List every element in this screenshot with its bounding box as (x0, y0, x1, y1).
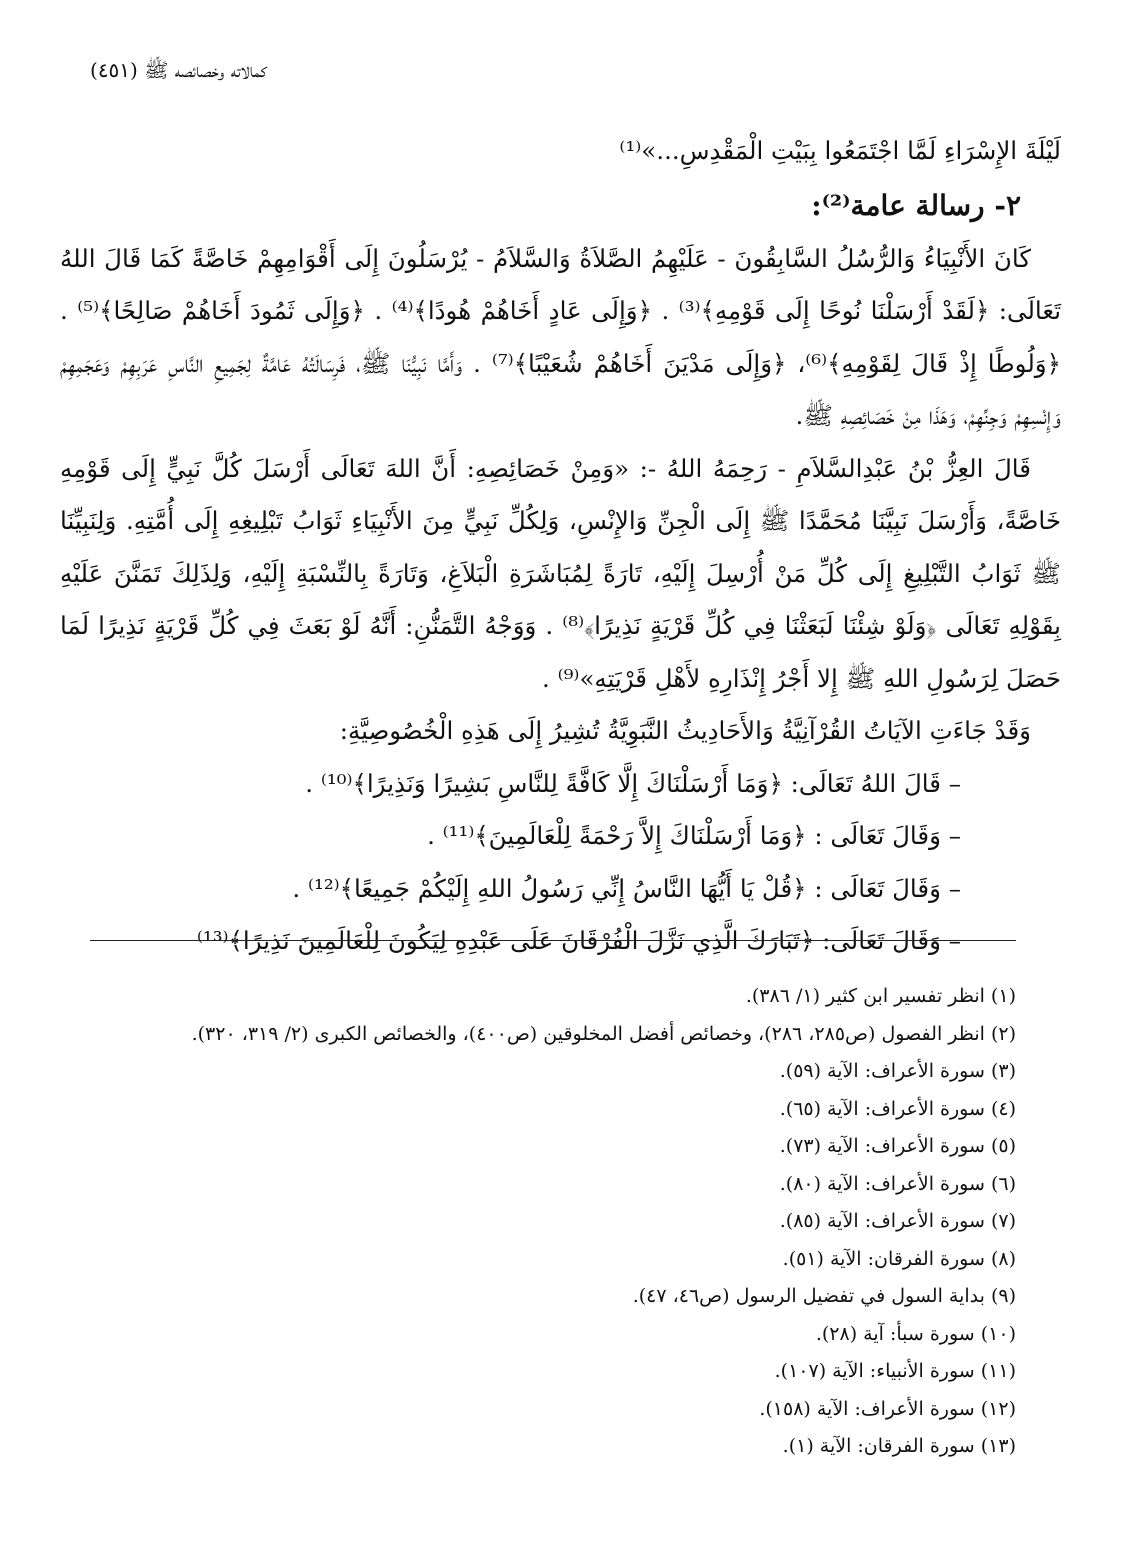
footnote-item: (١٢) سورة الأعراف: الآية (١٥٨). (759, 1397, 1016, 1420)
verse-list (60, 758, 1061, 968)
footnote-divider (90, 940, 1016, 941)
paragraph-3: وَقَدْ جَاءَتِ الآيَاتُ القُرْآنِيَّةُ وَالأَحَادِيثُ النَّبَوِيَّةُ تُشِيرُ إِلَى هَذِهِ الْخُصُوصِيَّةِ: (339, 716, 1031, 745)
main-text (60, 125, 1061, 968)
verse-item: – وَقَالَ تَعَالَى : ﴿قُلْ يَا أَيُّهَا النَّاسُ إِنِّي رَسُولُ اللهِ إِلَيْكُمْ جَمِيعًا﴾⁽¹²⁾ . (60, 863, 961, 916)
running-header: كمالاته وخصائصه ﷺ (٤٥١) (90, 58, 267, 82)
paragraph-2: قَالَ العِزُّ بْنُ عَبْدِالسَّلاَمِ - رَحِمَهُ اللهُ -: «وَمِنْ خَصَائِصِهِ: أَنَّ اللهَ تَعَالَى أَرْسَلَ كُلَّ نَبِيٍّ إِلَى قَوْمِهِ خَاصَّةً، وَأَرْسَلَ نَبِيَّنَا مُحَمَّدًا ﷺ إِلَى الْجِنِّ وَالإِنْسِ، وَلِكُلِّ نَبِيٍّ مِنَ الأَنْبِيَاءِ ثَوَابُ تَبْلِيغِهِ إِلَى أُمَّتِهِ. وَلِنَبِيِّنَا ﷺ ثَوَابُ التَّبْلِيغِ إِلَى كُلِّ مَنْ أُرْسِلَ إِلَيْهِ، تَارَةً لِمُبَاشَرَةِ الْبَلاَغِ، وَتَارَةً بِالنِّسْبَةِ إِلَيْهِ، وَلِذَلِكَ تَمَنَّنَ عَلَيْهِ بِقَوْلِهِ تَعَالَى ﴿وَلَوْ شِئْنَا لَبَعَثْنَا فِي كُلِّ قَرْيَةٍ نَذِيرًا﴾⁽⁸⁾ . وَوَجْهُ التَّمَنُّنِ: أَنَّهُ لَوْ بَعَثَ فِي كُلِّ قَرْيَةٍ نَذِيرًا لَمَا حَصَلَ لِرَسُولِ اللهِ ﷺ إِلا أَجْرُ إِنْذَارِهِ لأَهْلِ قَرْيَتِهِ»⁽⁹⁾ . (60, 453, 1061, 693)
verse-item: – وَقَالَ تَعَالَى : ﴿وَمَا أَرْسَلْنَاكَ إِلاَّ رَحْمَةً لِلْعَالَمِينَ﴾⁽¹¹⁾ . (60, 810, 961, 863)
footnotes (90, 978, 1016, 1466)
footnote-item: (١١) سورة الأنبياء: الآية (١٠٧). (774, 1360, 1016, 1382)
verse-item: – وَقَالَ تَعَالَى: ﴿تَبَارَكَ الَّذِي نَزَّلَ الْفُرْقَانَ عَلَى عَبْدِهِ لِيَكُونَ لِلْعَالَمِينَ نَذِيرًا﴾⁽¹³⁾ (60, 915, 961, 968)
opening-line: لَيْلَةَ الإِسْرَاءِ لَمَّا اجْتَمَعُوا بِبَيْتِ الْمَقْدِسِ...»⁽¹⁾ (619, 136, 1061, 165)
footnote-item: (٩) بداية السول في تفضيل الرسول (ص٤٦، ٤٧). (632, 1285, 1016, 1307)
footnote-item: (٨) سورة الفرقان: الآية (٥١). (782, 1247, 1016, 1270)
footnote-item: (٦) سورة الأعراف: الآية (٨٠). (779, 1172, 1016, 1195)
footnote-item: (١٠) سورة سبأ: آية (٢٨). (815, 1322, 1016, 1345)
footnote-item: (٢) انظر الفصول (ص٢٨٥، ٢٨٦)، وخصائص أفضل المخلوقين (ص٤٠٠)، والخصائص الكبرى (٢/ ٣١٩، ٣٢٠). (191, 1022, 1016, 1045)
footnote-item: (٣) سورة الأعراف: الآية (٥٩). (779, 1060, 1016, 1082)
footnote-item: (٧) سورة الأعراف: الآية (٨٥). (779, 1210, 1016, 1232)
footnote-item: (١) انظر تفسير ابن كثير (١/ ٣٨٦). (745, 985, 1016, 1007)
section-heading: ٢- رسالة عامة⁽²⁾: (811, 188, 1021, 222)
footnote-item: (٥) سورة الأعراف: الآية (٧٣). (779, 1135, 1016, 1157)
verse-item: – قَالَ اللهُ تَعَالَى: ﴿وَمَا أَرْسَلْنَاكَ إِلَّا كَافَّةً لِلنَّاسِ بَشِيرًا وَنَذِيرًا﴾⁽¹⁰⁾ . (60, 758, 961, 811)
paragraph-1: كَانَ الأَنْبِيَاءُ وَالرُّسُلُ السَّابِقُونَ - عَلَيْهِمُ الصَّلاَةُ وَالسَّلاَمُ - يُرْسَلُونَ إِلَى أَقْوَامِهِمْ خَاصَّةً كَمَا قَالَ اللهُ تَعَالَى: ﴿لَقَدْ أَرْسَلْنَا نُوحًا إِلَى قَوْمِهِ﴾⁽³⁾ . ﴿وَإِلَى عَادٍ أَخَاهُمْ هُودًا﴾⁽⁴⁾ . ﴿وَإِلَى ثَمُودَ أَخَاهُمْ صَالِحًا﴾⁽⁵⁾ . ﴿وَلُوطًا إِذْ قَالَ لِقَوْمِهِ﴾⁽⁶⁾، ﴿وَإِلَى مَدْيَنَ أَخَاهُمْ شُعَيْبًا﴾⁽⁷⁾ . وَأَمَّا نَبِيُّنَا ﷺ، فَرِسَالَتُهُ عَامَّةٌ لِجَمِيعِ النَّاسِ عَرَبِهِمْ وَعَجَمِهِمْ وَإِنْسِهِمْ وَجِنِّهِمْ، وَهَذَا مِنْ خَصَائِصِهِ ﷺ. (60, 243, 1062, 430)
footnote-item: (١٣) سورة الفرقان: الآية (١). (782, 1435, 1016, 1457)
footnote-item: (٤) سورة الأعراف: الآية (٦٥). (779, 1097, 1016, 1120)
